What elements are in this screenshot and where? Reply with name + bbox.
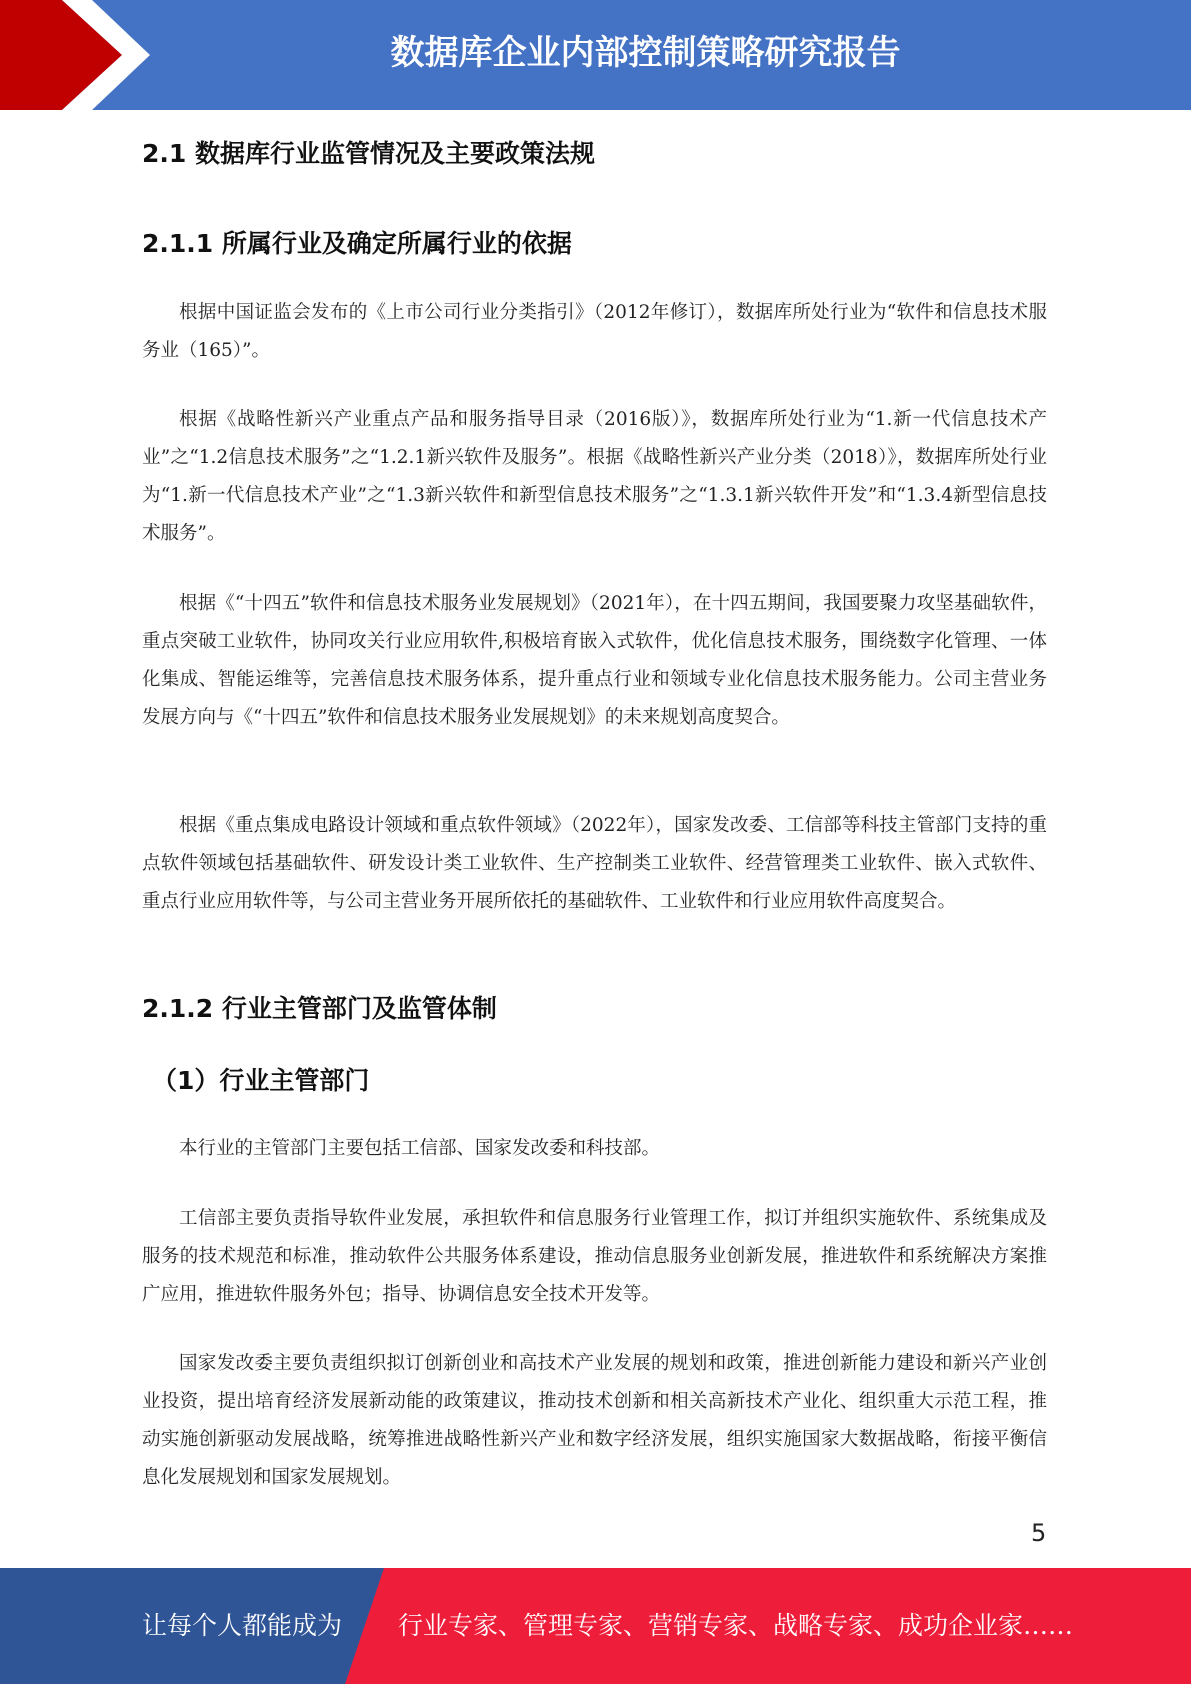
paragraph-ndrc-duties: 国家发改委主要负责组织拟订创新创业和高技术产业发展的规划和政策，推进创新能力建设和新兴产业创业投资，提出培育经济发展新动能的政策建议，推动技术创新和相关高新技术产业化、组织重大示范工程，推动实施创新驱动发展战略，统筹推进战略性新兴产业和数字经济发展，组织实施国家大数据战略，衔接平衡信息化发展规划和国家发展规划。 (142, 1353, 1047, 1488)
report-title: 数据库企业内部控制策略研究报告 (390, 33, 901, 73)
paragraph-strategic-emerging-industry: 根据《战略性新兴产业重点产品和服务指导目录（2016版）》，数据库所处行业为“1.新一代信息技术产业”之“1.2信息技术服务”之“1.2.1新兴软件及服务”。根据《战略性新兴产业分类（2018）》，数据库所处行业为“1.新一代信息技术产业”之“1.3新兴软件和新型信息技术服务”之“1.3.1新兴软件开发”和“1.3.4新型信息技术服务”。 (142, 409, 1047, 544)
paragraph-14th-five-year-plan: 根据《“十四五”软件和信息技术服务业发展规划》（2021年），在十四五期间，我国要聚力攻坚基础软件，重点突破工业软件，协同攻关行业应用软件,积极培育嵌入式软件，优化信息技术服务，围绕数字化管理、一体化集成、智能运维等，完善信息技术服务体系，提升重点行业和领域专业化信息技术服务能力。公司主营业务发展方向与《“十四五”软件和信息技术服务业发展规划》的未来规划高度契合。 (142, 593, 1047, 728)
footer-slogan-left: 让每个人都能成为 (142, 1611, 343, 1640)
paragraph-regulators: 本行业的主管部门主要包括工信部、国家发改委和科技部。 (179, 1138, 661, 1159)
section-heading-2-1: 2.1 数据库行业监管情况及主要政策法规 (142, 139, 595, 168)
footer-slogan-right: 行业专家、管理专家、营销专家、战略专家、成功企业家…… (398, 1611, 1074, 1640)
footer-banner (0, 1568, 1191, 1684)
paragraph-key-software-fields: 根据《重点集成电路设计领域和重点软件领域》（2022年），国家发改委、工信部等科技主管部门支持的重点软件领域包括基础软件、研发设计类工业软件、生产控制类工业软件、经营管理类工业软件、嵌入式软件、重点行业应用软件等，与公司主营业务开展所依托的基础软件、工业软件和行业应用软件高度契合。 (142, 815, 1047, 912)
section-heading-2-1-1: 2.1.1 所属行业及确定所属行业的依据 (142, 229, 572, 258)
paragraph-miit-duties: 工信部主要负责指导软件业发展，承担软件和信息服务行业管理工作，拟订并组织实施软件、系统集成及服务的技术规范和标准，推动软件公共服务体系建设，推动信息服务业创新发展，推进软件和系统解决方案推广应用，推进软件服务外包；指导、协调信息安全技术开发等。 (142, 1208, 1047, 1305)
paragraph-industry-classification: 根据中国证监会发布的《上市公司行业分类指引》（2012年修订），数据库所处行业为“软件和信息技术服务业（165）”。 (142, 302, 1047, 361)
subsection-heading-1: （1）行业主管部门 (152, 1066, 370, 1095)
header-banner (0, 0, 1191, 112)
page-number: 5 (1031, 1519, 1047, 1547)
section-heading-2-1-2: 2.1.2 行业主管部门及监管体制 (142, 994, 497, 1023)
